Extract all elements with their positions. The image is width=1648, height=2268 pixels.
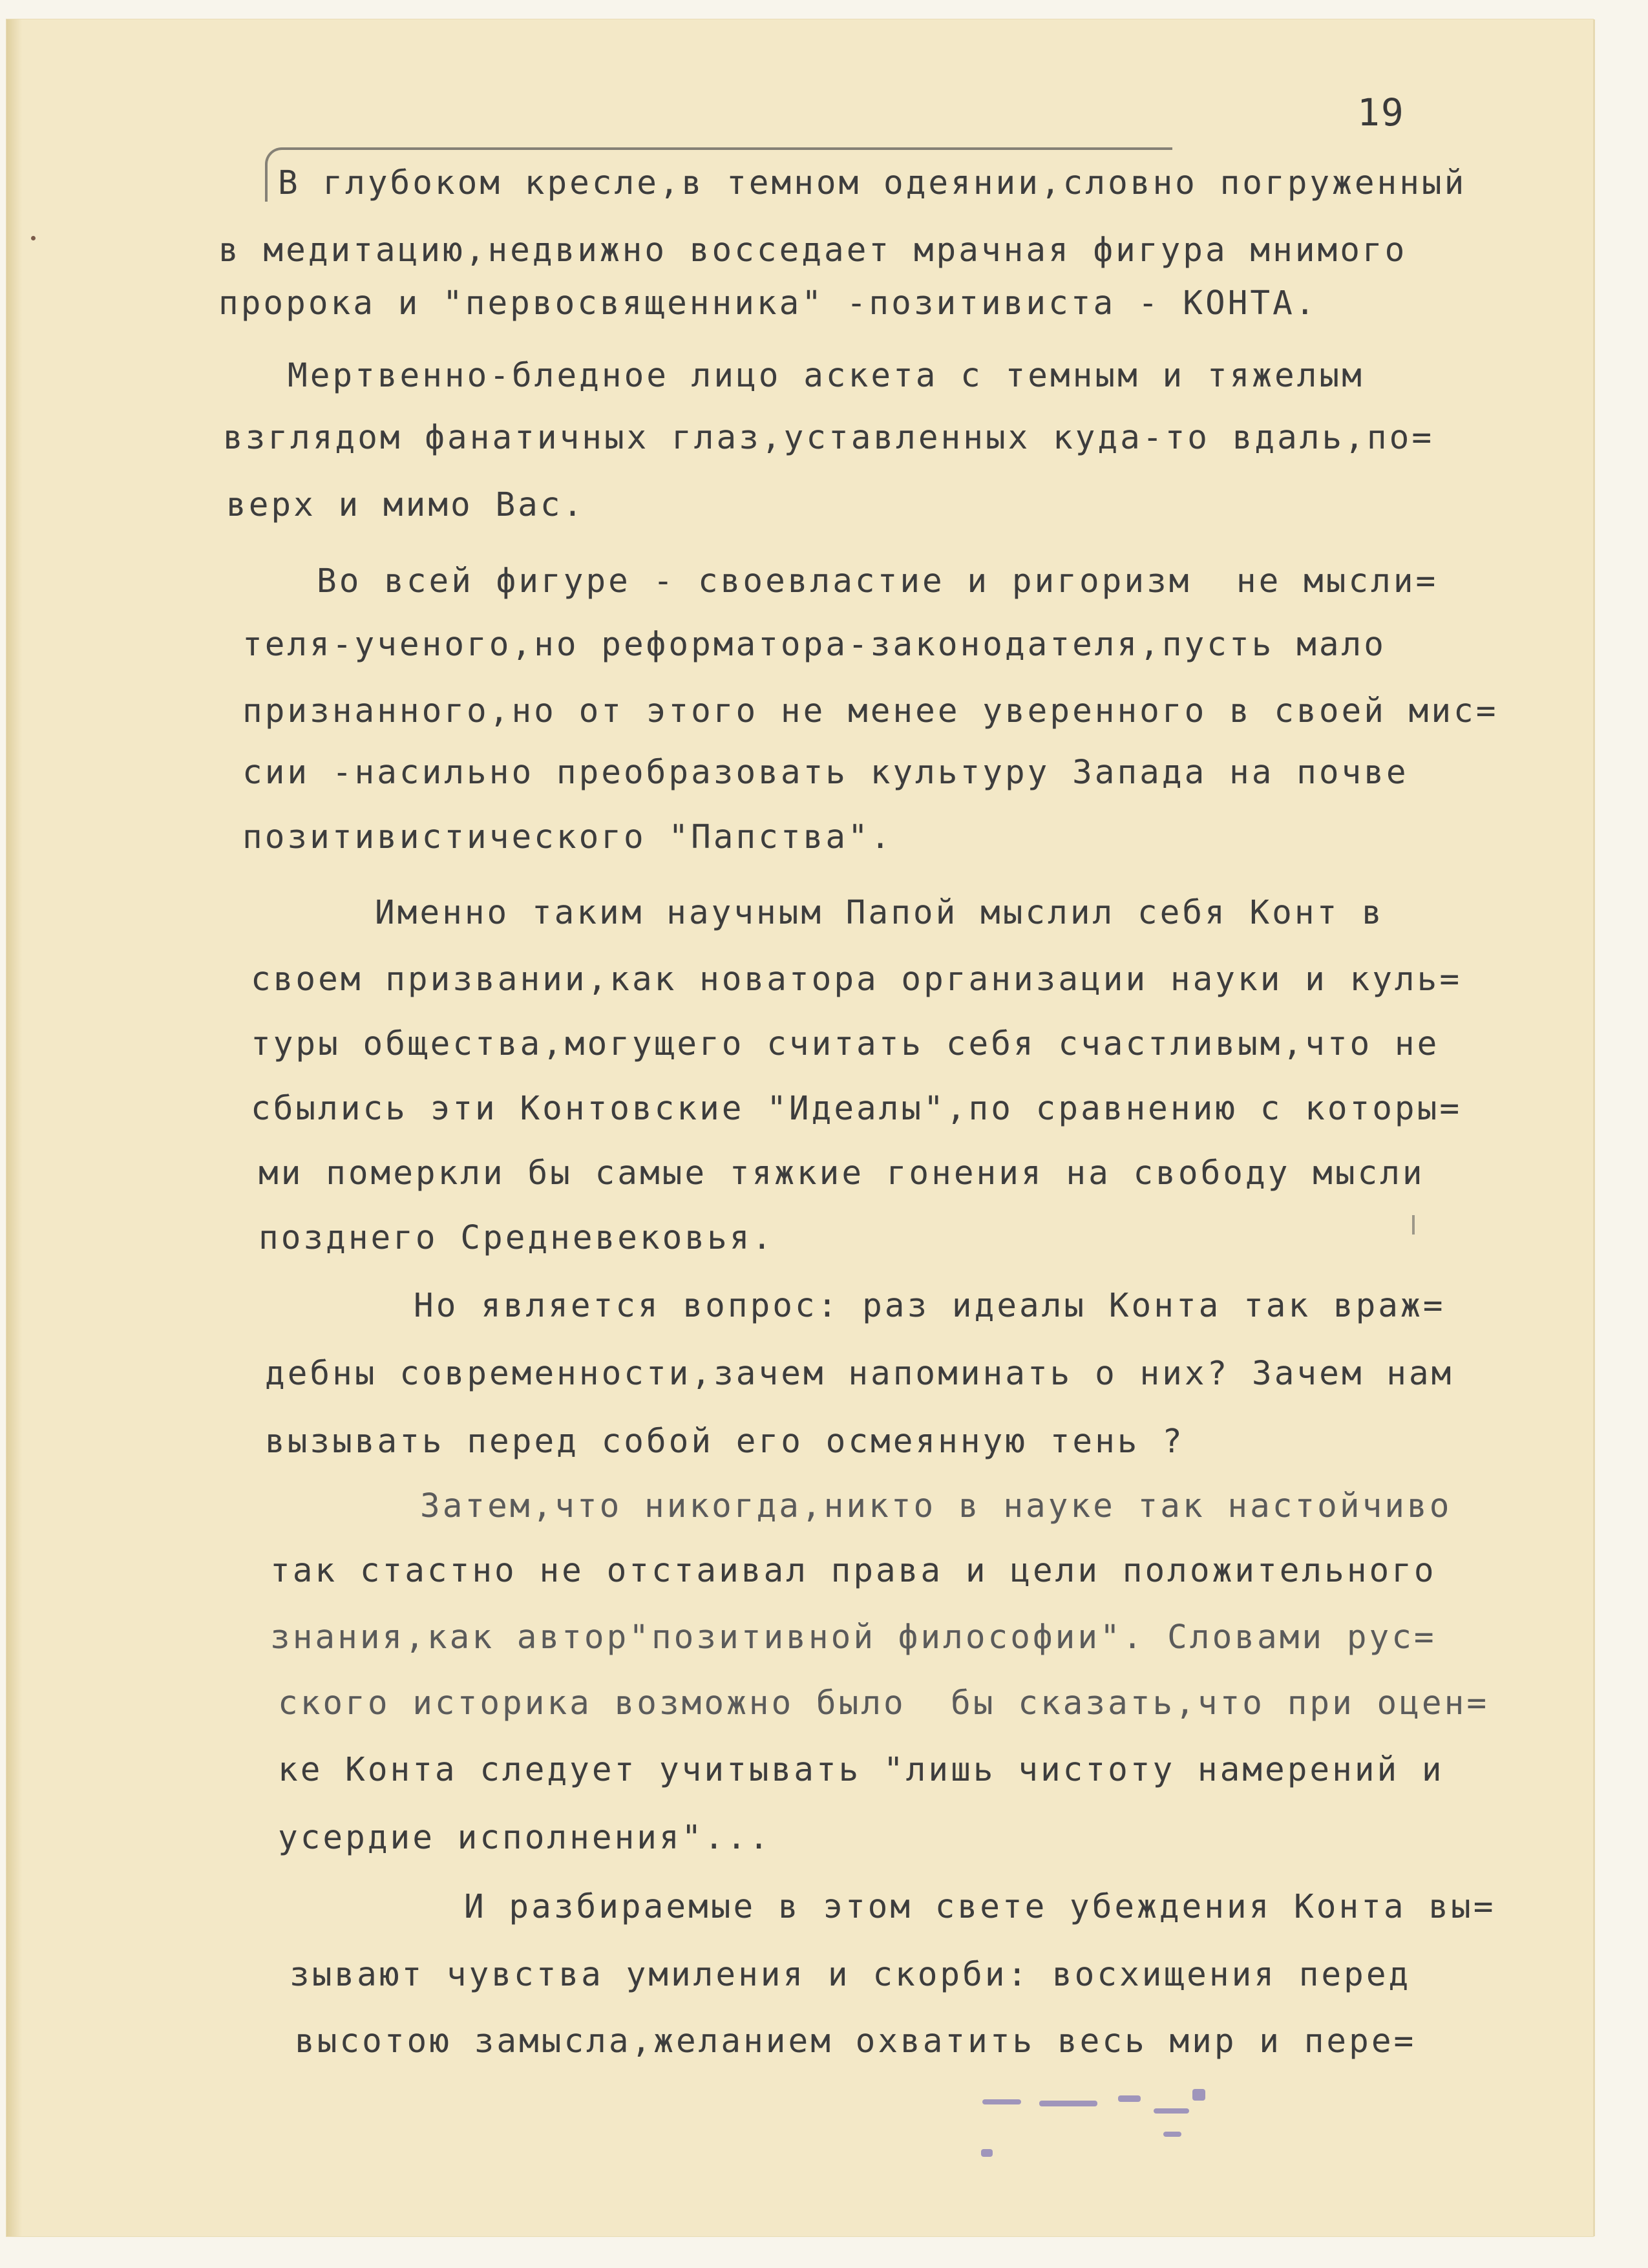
text-line-18: Но является вопрос: раз идеалы Конта так враж= <box>414 1287 1446 1325</box>
stamp-trace <box>1039 2101 1097 2106</box>
text-line-29: высотою замысла,желанием охватить весь мир и пере= <box>295 2022 1417 2061</box>
text-line-21: Затем,что никогда,никто в науке так настойчиво <box>420 1487 1452 1525</box>
text-line-17: позднего Средневековья. <box>259 1219 775 1257</box>
text-line-2: в медитацию,недвижно восседает мрачная фигура мнимого <box>218 231 1408 270</box>
text-line-19: дебны современности,зачем напоминать о них? Зачем нам <box>265 1355 1454 1393</box>
stamp-trace <box>982 2099 1021 2104</box>
text-line-22: так стастно не отстаивал права и цели положительного <box>270 1552 1437 1590</box>
text-line-1: В глубоком кресле,в темном одеянии,словно погруженный <box>278 164 1467 202</box>
margin-tick-mark <box>1412 1215 1415 1235</box>
text-line-7: Во всей фигуре - своевластие и ригоризм не мысли= <box>317 562 1439 600</box>
stamp-trace <box>981 2149 993 2157</box>
stamp-trace <box>1118 2095 1141 2102</box>
text-line-13: своем призвании,как новатора организации науки и куль= <box>251 960 1463 999</box>
text-line-25: ке Конта следует учитывать "лишь чистоту намерений и <box>278 1751 1444 1789</box>
text-line-14: туры общества,могущего считать себя счастливым,что не <box>251 1025 1440 1063</box>
text-line-6: верх и мимо Вас. <box>226 486 586 524</box>
stamp-trace <box>1192 2089 1205 2101</box>
text-line-15: сбылись эти Контовские "Идеалы",по сравнению с которы= <box>251 1090 1463 1128</box>
text-line-5: взглядом фанатичных глаз,уставленных куда-то вдаль,по= <box>223 419 1435 457</box>
text-line-3: пророка и "первосвященника" -позитивиста - КОНТА. <box>218 284 1318 323</box>
text-line-24: ского историка возможно было бы сказать,что при оцен= <box>278 1684 1490 1722</box>
text-line-23: знания,как автор"позитивной философии". Словами рус= <box>270 1618 1437 1657</box>
text-line-26: усердие исполнения"... <box>278 1819 772 1857</box>
text-line-8: теля-ученого,но реформатора-законодателя,пусть мало <box>242 626 1386 664</box>
page-edge-shadow <box>6 19 22 2236</box>
text-line-9: признанного,но от этого не менее уверенного в своей мис= <box>242 692 1499 730</box>
ink-spot <box>31 236 36 240</box>
stamp-trace <box>1163 2132 1181 2137</box>
text-line-12: Именно таким научным Папой мыслил себя Конт в <box>375 894 1384 932</box>
stamp-trace <box>1154 2108 1189 2114</box>
text-line-10: сии -насильно преобразовать культуру Запада на почве <box>242 754 1409 792</box>
text-line-16: ми померкли бы самые тяжкие гонения на свободу мысли <box>259 1154 1425 1192</box>
text-line-20: вызывать перед собой его осмеянную тень ? <box>265 1423 1185 1461</box>
page-number: 19 <box>1357 90 1405 134</box>
text-line-11: позитивистического "Папства". <box>242 818 893 856</box>
text-line-27: И разбираемые в этом свете убеждения Конта вы= <box>464 1888 1496 1926</box>
text-line-28: зывают чувства умиления и скорби: восхищения перед <box>290 1956 1411 1994</box>
text-line-4: Мертвенно-бледное лицо аскета с темным и тяжелым <box>288 357 1364 395</box>
